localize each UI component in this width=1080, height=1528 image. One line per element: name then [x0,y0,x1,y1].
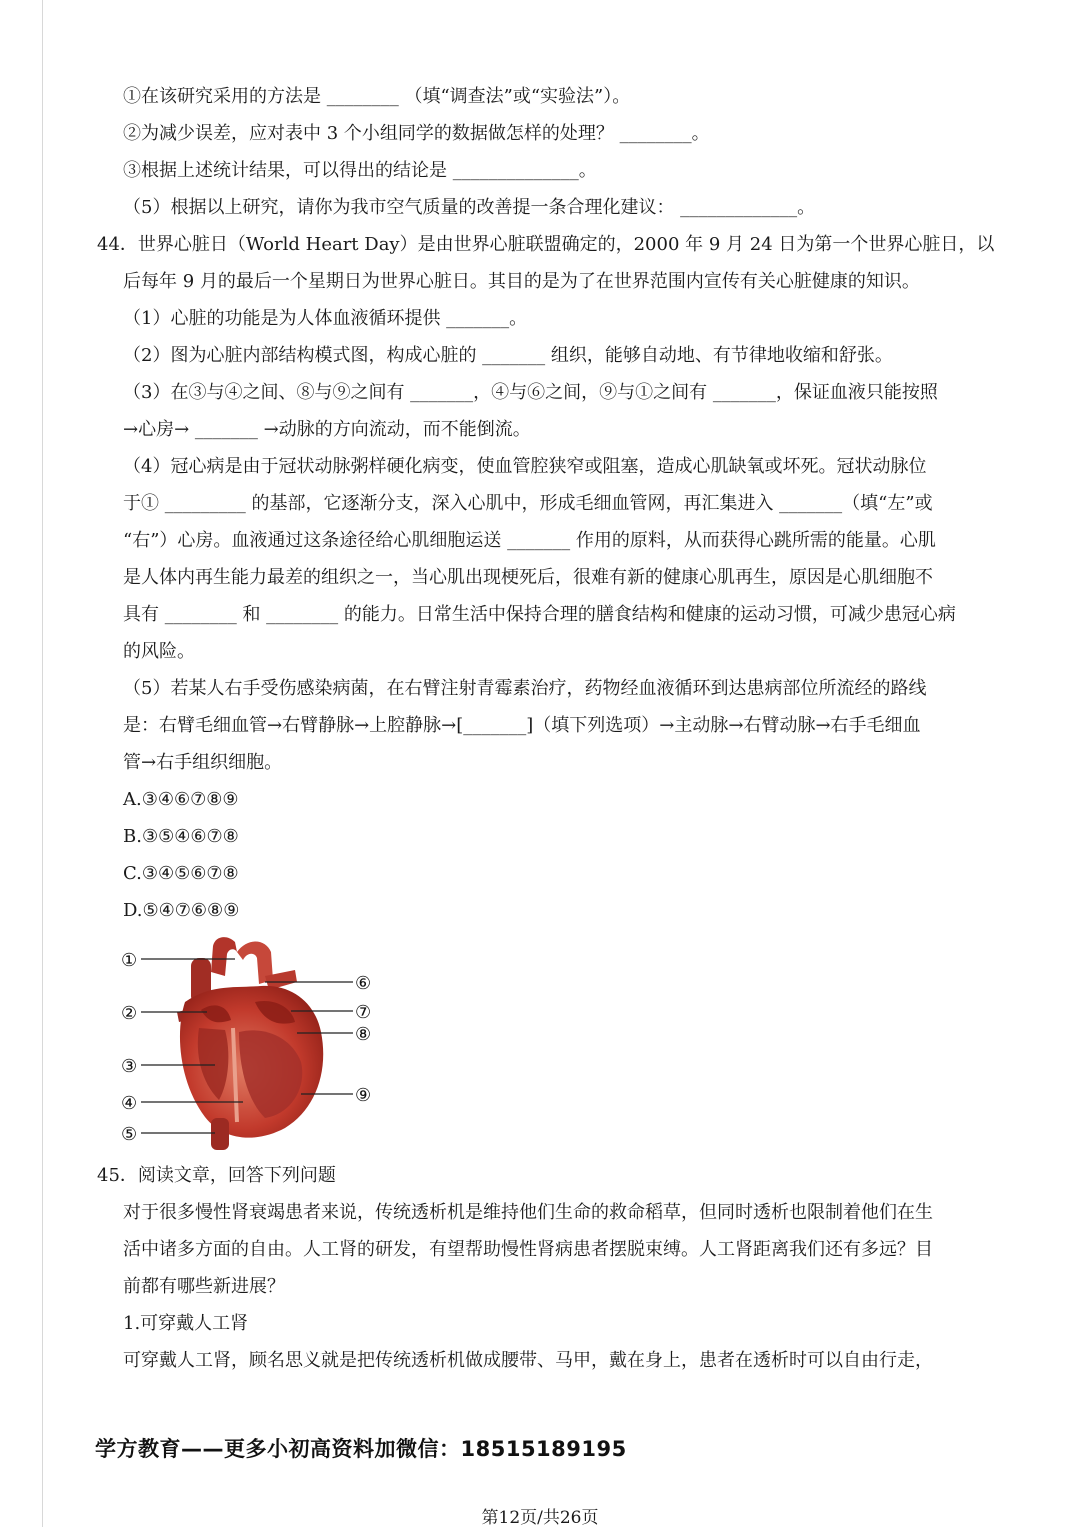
q45-paragraph1-line3: 前都有哪些新进展？ [123,1276,285,1297]
label-1: ① [121,950,138,971]
q44-part5-line3: 管→右手组织细胞。 [123,752,283,773]
q44-part4-line4: 是人体内再生能力最差的组织之一，当心肌出现梗死后，很难有新的健康心肌再生，原因是心肌细胞不 [123,567,933,588]
option-b: B.③⑤④⑥⑦⑧ [123,826,239,847]
q44-intro-line1: 44．世界心脏日（World Heart Day）是由世界心脏联盟确定的，2000 年 9 月 24 日为第一个世界心脏日，以 [97,234,995,255]
q44-intro-line2: 后每年 9 月的最后一个星期日为世界心脏日。其目的是为了在世界范围内宣传有关心脏健康的知识。 [123,271,920,292]
q45-title: 45．阅读文章，回答下列问题 [97,1165,336,1186]
option-d: D.⑤④⑦⑥⑧⑨ [123,900,240,921]
heart-structure-diagram [115,932,385,1154]
footer-promo: 学方教育——更多小初高资料加微信：18515189195 [95,1437,627,1461]
q44-part4-line6: 的风险。 [123,641,195,662]
label-8: ⑧ [355,1024,372,1045]
q45-subheading-wearable: 1.可穿戴人工肾 [123,1313,249,1334]
inferior-vena-cava [211,1118,229,1150]
q44-part5-line1: （5）若某人右手受伤感染病菌，在右臂注射青霉素治疗，药物经血液循环到达患病部位所流经的路线 [123,678,927,699]
page-number: 第12页/共26页 [481,1508,599,1528]
page-edge [42,0,43,1527]
q44-part2: （2）图为心脏内部结构模式图，构成心脏的 _______ 组织，能够自动地、有节律地收缩和舒张。 [123,345,893,366]
aorta-arch [211,937,237,976]
q43-part3-item2: ②为减少误差，应对表中 3 个小组同学的数据做怎样的处理？ ________。 [123,123,710,144]
label-6: ⑥ [355,973,372,994]
q43-part3-item1: ①在该研究采用的方法是 ________ （填“调查法”或“实验法”）。 [123,86,631,107]
q44-part4-line2: 于① _________ 的基部，它逐渐分支，深入心肌中，形成毛细血管网，再汇集进入 _______（填“左”或 [123,493,933,514]
q44-part3-line2: →心房→ _______ →动脉的方向流动，而不能倒流。 [123,419,531,440]
q43-part3-item3: ③根据上述统计结果，可以得出的结论是 ______________。 [123,160,597,181]
label-9: ⑨ [355,1085,372,1106]
q43-part5: （5）根据以上研究，请你为我市空气质量的改善提一条合理化建议： _____________。 [123,197,816,218]
label-3: ③ [121,1056,138,1077]
q45-paragraph2: 可穿戴人工肾，顾名思义就是把传统透析机做成腰带、马甲，戴在身上，患者在透析时可以自由行走， [123,1350,933,1371]
q44-part1: （1）心脏的功能是为人体血液循环提供 _______。 [123,308,528,329]
q45-paragraph1-line1: 对于很多慢性肾衰竭患者来说，传统透析机是维持他们生命的救命稻草，但同时透析也限制着他们在生 [123,1202,933,1223]
q44-part5-line2: 是：右臂毛细血管→右臂静脉→上腔静脉→[_______]（填下列选项）→主动脉→右臂动脉→右手毛细血 [123,715,921,736]
q44-part4-line1: （4）冠心病是由于冠状动脉粥样硬化病变，使血管腔狭窄或阻塞，造成心肌缺氧或坏死。冠状动脉位 [123,456,927,477]
q45-paragraph1-line2: 活中诸多方面的自由。人工肾的研发，有望帮助慢性肾病患者摆脱束缚。人工肾距离我们还有多远？目 [123,1239,933,1260]
label-2: ② [121,1003,138,1024]
q44-part3-line1: （3）在③与④之间、⑧与⑨之间有 _______，④与⑥之间，⑨与①之间有 _______，保证血液只能按照 [123,382,938,403]
label-5: ⑤ [121,1124,138,1145]
label-7: ⑦ [355,1002,372,1023]
q44-part4-line3: “右”）心房。血液通过这条途径给心肌细胞运送 _______ 作用的原料，从而获得心跳所需的能量。心肌 [123,530,936,551]
option-a: A.③④⑥⑦⑧⑨ [123,789,239,810]
label-4: ④ [121,1093,138,1114]
option-c: C.③④⑤⑥⑦⑧ [123,863,239,884]
q44-part4-line5: 具有 ________ 和 ________ 的能力。日常生活中保持合理的膳食结构和健康的运动习惯，可减少患冠心病 [123,604,956,625]
